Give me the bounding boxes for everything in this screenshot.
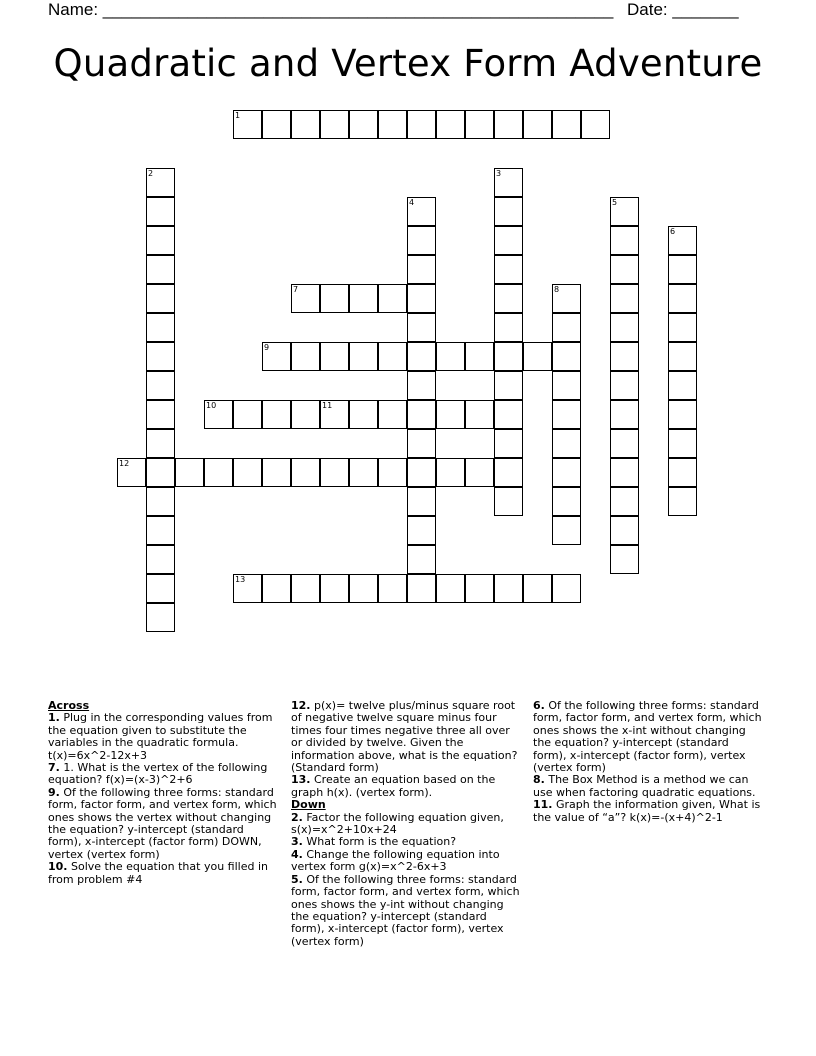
cell-number: 9 xyxy=(264,343,270,352)
grid-cell[interactable] xyxy=(349,574,378,603)
grid-cell[interactable] xyxy=(436,342,465,371)
grid-cell[interactable] xyxy=(610,284,639,313)
grid-cell[interactable] xyxy=(407,487,436,516)
grid-cell[interactable] xyxy=(552,110,581,139)
clue-down-6 xyxy=(533,700,765,774)
cell-number: 5 xyxy=(612,198,618,207)
clue-number: 2. xyxy=(291,810,303,824)
grid-cell[interactable] xyxy=(146,400,175,429)
clue-text: Solve the equation that you filled in from problem #4 xyxy=(48,860,268,886)
page-title: Quadratic and Vertex Form Adventure xyxy=(53,42,763,85)
grid-cell[interactable] xyxy=(146,168,175,197)
grid-cell[interactable] xyxy=(494,168,523,197)
grid-cell[interactable] xyxy=(320,400,349,429)
clue-number: 9. xyxy=(48,785,60,799)
cell-number: 10 xyxy=(206,401,217,410)
grid-cell[interactable] xyxy=(494,197,523,226)
cell-number: 8 xyxy=(554,285,560,294)
grid-cell[interactable] xyxy=(552,429,581,458)
clue-across-9 xyxy=(48,787,280,861)
grid-cell[interactable] xyxy=(407,284,436,313)
grid-cell[interactable] xyxy=(610,342,639,371)
grid-cell[interactable] xyxy=(552,342,581,371)
grid-cell[interactable] xyxy=(552,574,581,603)
clue-number: 5. xyxy=(291,872,303,886)
clues-column-3 xyxy=(533,700,765,824)
grid-cell[interactable] xyxy=(407,574,436,603)
grid-cell[interactable] xyxy=(146,487,175,516)
clue-across-1 xyxy=(48,712,280,762)
grid-cell[interactable] xyxy=(204,400,233,429)
grid-cell[interactable] xyxy=(407,313,436,342)
grid-cell[interactable] xyxy=(378,284,407,313)
cell-number: 11 xyxy=(322,401,333,410)
grid-cell[interactable] xyxy=(407,545,436,574)
grid-cell[interactable] xyxy=(610,313,639,342)
grid-cell[interactable] xyxy=(465,400,494,429)
grid-cell[interactable] xyxy=(407,110,436,139)
grid-cell[interactable] xyxy=(465,458,494,487)
grid-cell[interactable] xyxy=(610,429,639,458)
grid-cell[interactable] xyxy=(146,458,175,487)
down-heading: Down xyxy=(291,798,326,812)
grid-cell[interactable] xyxy=(552,458,581,487)
clue-down-8 xyxy=(533,774,765,799)
clue-text: Create an equation based on the graph h(x). (vertex form). xyxy=(291,773,496,799)
grid-cell[interactable] xyxy=(668,255,697,284)
clue-across-7 xyxy=(48,762,280,787)
grid-cell[interactable] xyxy=(407,371,436,400)
grid-cell[interactable] xyxy=(465,110,494,139)
grid-cell[interactable] xyxy=(146,516,175,545)
grid-cell[interactable] xyxy=(494,110,523,139)
clue-number: 11. xyxy=(533,798,553,812)
grid-cell[interactable] xyxy=(494,226,523,255)
clue-down-5 xyxy=(291,874,523,948)
grid-cell[interactable] xyxy=(146,429,175,458)
grid-cell[interactable] xyxy=(494,574,523,603)
grid-cell[interactable] xyxy=(610,197,639,226)
grid-cell[interactable] xyxy=(523,342,552,371)
grid-cell[interactable] xyxy=(552,487,581,516)
grid-cell[interactable] xyxy=(320,284,349,313)
grid-cell[interactable] xyxy=(494,342,523,371)
grid-cell[interactable] xyxy=(494,255,523,284)
grid-cell[interactable] xyxy=(668,487,697,516)
grid-cell[interactable] xyxy=(610,226,639,255)
grid-cell[interactable] xyxy=(146,284,175,313)
clue-text: Of the following three forms: standard form, factor form, and vertex form, which ones shows the vertex without changing the equation? y-intercept (standard form), x-intercept (factor form) DOWN, vertex (vertex form) xyxy=(48,785,277,861)
grid-cell[interactable] xyxy=(436,574,465,603)
clue-number: 10. xyxy=(48,860,68,874)
grid-cell[interactable] xyxy=(552,313,581,342)
clues-column-1 xyxy=(48,700,280,886)
grid-cell[interactable] xyxy=(407,197,436,226)
grid-cell[interactable] xyxy=(146,371,175,400)
cell-number: 12 xyxy=(119,459,130,468)
clue-number: 3. xyxy=(291,835,303,849)
grid-cell[interactable] xyxy=(291,284,320,313)
cell-number: 7 xyxy=(293,285,299,294)
grid-cell[interactable] xyxy=(494,284,523,313)
grid-cell[interactable] xyxy=(610,371,639,400)
grid-cell[interactable] xyxy=(378,110,407,139)
grid-cell[interactable] xyxy=(668,284,697,313)
grid-cell[interactable] xyxy=(436,458,465,487)
grid-cell[interactable] xyxy=(146,197,175,226)
grid-cell[interactable] xyxy=(262,110,291,139)
grid-cell[interactable] xyxy=(610,516,639,545)
clue-number: 8. xyxy=(533,773,545,787)
cell-number: 2 xyxy=(148,169,154,178)
grid-cell[interactable] xyxy=(552,400,581,429)
grid-cell[interactable] xyxy=(291,342,320,371)
clue-number: 4. xyxy=(291,847,303,861)
grid-cell[interactable] xyxy=(378,342,407,371)
cell-number: 1 xyxy=(235,111,241,120)
grid-cell[interactable] xyxy=(668,342,697,371)
grid-cell[interactable] xyxy=(349,400,378,429)
grid-cell[interactable] xyxy=(262,342,291,371)
grid-cell[interactable] xyxy=(349,458,378,487)
grid-cell[interactable] xyxy=(465,574,494,603)
grid-cell[interactable] xyxy=(233,400,262,429)
grid-cell[interactable] xyxy=(378,574,407,603)
date-label: Date: _______ xyxy=(627,0,739,19)
grid-cell[interactable] xyxy=(146,255,175,284)
clue-text: What form is the equation? xyxy=(306,835,457,849)
clue-text: Factor the following equation given, s(x)=x^2+10x+24 xyxy=(291,810,504,837)
grid-cell[interactable] xyxy=(494,429,523,458)
clue-across-10 xyxy=(48,861,280,886)
grid-cell[interactable] xyxy=(349,342,378,371)
grid-cell[interactable] xyxy=(610,400,639,429)
grid-cell[interactable] xyxy=(378,458,407,487)
grid-cell[interactable] xyxy=(407,226,436,255)
grid-cell[interactable] xyxy=(407,458,436,487)
grid-cell[interactable] xyxy=(610,458,639,487)
clues-column-2 xyxy=(291,700,523,948)
cell-number: 6 xyxy=(670,227,676,236)
cell-number: 13 xyxy=(235,575,246,584)
grid-cell[interactable] xyxy=(407,255,436,284)
grid-cell[interactable] xyxy=(378,400,407,429)
grid-cell[interactable] xyxy=(668,429,697,458)
grid-cell[interactable] xyxy=(291,458,320,487)
grid-cell[interactable] xyxy=(407,342,436,371)
grid-cell[interactable] xyxy=(349,110,378,139)
clue-down-2 xyxy=(291,812,523,837)
clue-text: Change the following equation into vertex form g(x)=x^2-6x+3 xyxy=(291,847,500,874)
grid-cell[interactable] xyxy=(233,110,262,139)
grid-cell[interactable] xyxy=(552,516,581,545)
grid-cell[interactable] xyxy=(610,487,639,516)
grid-cell[interactable] xyxy=(320,574,349,603)
clue-text: p(x)= twelve plus/minus square root of negative twelve square minus four times four times negative three all over or divided by twelve. Given the information above, what is the equation? (Standard form) xyxy=(291,699,518,775)
cell-number: 3 xyxy=(496,169,502,178)
grid-cell[interactable] xyxy=(436,400,465,429)
grid-cell[interactable] xyxy=(494,458,523,487)
clue-text: 1. What is the vertex of the following equation? f(x)=(x-3)^2+6 xyxy=(48,761,268,787)
clue-text: Of the following three forms: standard form, factor form, and vertex form, which ones shows the y-int without changing the equation? y-intercept (standard form), x-intercept (factor form), vertex (vertex form) xyxy=(291,872,520,948)
grid-cell[interactable] xyxy=(291,110,320,139)
clue-number: 6. xyxy=(533,699,545,712)
grid-cell[interactable] xyxy=(291,574,320,603)
clue-number: 12. xyxy=(291,699,311,712)
grid-cell[interactable] xyxy=(552,371,581,400)
grid-cell[interactable] xyxy=(668,400,697,429)
clue-text: The Box Method is a method we can use when factoring quadratic equations. xyxy=(533,773,756,799)
clue-down-4 xyxy=(291,849,523,874)
grid-cell[interactable] xyxy=(320,342,349,371)
grid-cell[interactable] xyxy=(146,574,175,603)
grid-cell[interactable] xyxy=(146,226,175,255)
grid-cell[interactable] xyxy=(146,342,175,371)
grid-cell[interactable] xyxy=(668,458,697,487)
grid-cell[interactable] xyxy=(146,603,175,632)
clue-across-13 xyxy=(291,774,523,799)
grid-cell[interactable] xyxy=(204,458,233,487)
grid-cell[interactable] xyxy=(407,400,436,429)
grid-cell[interactable] xyxy=(668,313,697,342)
clue-across-12 xyxy=(291,700,523,774)
clue-down-11 xyxy=(533,799,765,824)
grid-cell[interactable] xyxy=(436,110,465,139)
name-label: Name: ______________________________________________________ xyxy=(48,0,614,19)
grid-cell[interactable] xyxy=(175,458,204,487)
grid-cell[interactable] xyxy=(262,400,291,429)
grid-cell[interactable] xyxy=(494,371,523,400)
grid-cell[interactable] xyxy=(320,110,349,139)
grid-cell[interactable] xyxy=(349,284,378,313)
grid-cell[interactable] xyxy=(262,458,291,487)
grid-cell[interactable] xyxy=(494,487,523,516)
grid-cell[interactable] xyxy=(552,284,581,313)
grid-cell[interactable] xyxy=(523,574,552,603)
grid-cell[interactable] xyxy=(233,458,262,487)
grid-cell[interactable] xyxy=(610,255,639,284)
clue-number: 7. xyxy=(48,761,60,775)
grid-cell[interactable] xyxy=(581,110,610,139)
grid-cell[interactable] xyxy=(668,226,697,255)
grid-cell[interactable] xyxy=(494,400,523,429)
clue-number: 1. xyxy=(48,711,60,725)
grid-cell[interactable] xyxy=(320,458,349,487)
clue-text: Of the following three forms: standard form, factor form, and vertex form, which ones shows the x-int without changing the equation? y-intercept (standard form), x-intercept (factor form), vertex (vertex form) xyxy=(533,699,762,775)
clue-text: Graph the information given, What is the value of “a”? k(x)=-(x+4)^2-1 xyxy=(533,798,761,824)
grid-cell[interactable] xyxy=(233,574,262,603)
clue-text: Plug in the corresponding values from the equation given to substitute the variables in the quadratic formula. t(x)=6x^2-12x+3 xyxy=(48,711,273,762)
grid-cell[interactable] xyxy=(146,545,175,574)
grid-cell[interactable] xyxy=(523,110,552,139)
cell-number: 4 xyxy=(409,198,415,207)
grid-cell[interactable] xyxy=(494,313,523,342)
grid-cell[interactable] xyxy=(117,458,146,487)
clue-number: 13. xyxy=(291,773,311,787)
grid-cell[interactable] xyxy=(465,342,494,371)
across-heading: Across xyxy=(48,699,90,712)
grid-cell[interactable] xyxy=(610,545,639,574)
grid-cell[interactable] xyxy=(291,400,320,429)
grid-cell[interactable] xyxy=(668,371,697,400)
grid-cell[interactable] xyxy=(262,574,291,603)
grid-cell[interactable] xyxy=(407,429,436,458)
grid-cell[interactable] xyxy=(146,313,175,342)
grid-cell[interactable] xyxy=(407,516,436,545)
